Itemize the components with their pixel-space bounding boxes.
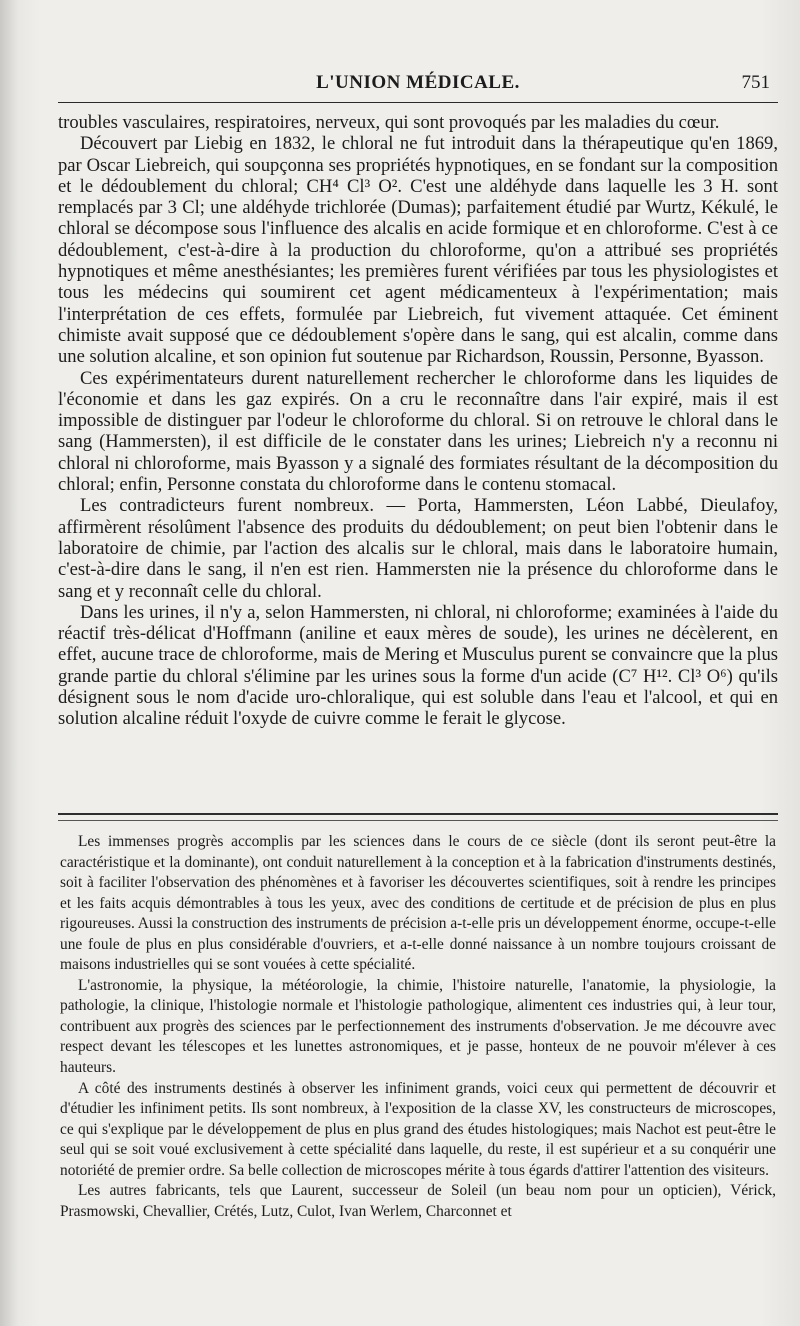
main-article-text xyxy=(58,112,778,730)
header-rule xyxy=(58,102,778,103)
page-header xyxy=(58,70,778,96)
paragraph-chloral-discovery: Découvert par Liebig en 1832, le chloral ne fut introduit dans la thérapeutique qu'en 1869, par Oscar Liebreich, qui soupçonna ses propriétés hypnotiques, en se fondant sur la composition et le dédoublement du chloral; CH⁴ Cl³ O². C'est une aldéhyde dans laquelle les 3 H. sont remplacés par 3 Cl; une aldéhyde trichlorée (Dumas); parfaitement étudié par Wurtz, Kékulé, le chloral se décompose sous l'influence des alcalis en acide formique et en chloroforme. C'est à ce dédoublement, c'est-à-dire à la production du chloroforme, qu'on a attribué ses propriétés hypnotiques et même anesthésiantes; les premières furent vérifiées par tous les physiologistes et tous les médecins qui soumirent cet agent médicamenteux à l'expérimentation; mais l'interprétation de ces effets, formulée par Liebreich, fut vivement attaquée. Cet éminent chimiste avait supposé que ce dédoublement s'opère dans le sang, qui est alcalin, comme dans une solution alcaline, et son opinion fut soutenue par Richardson, Roussin, Personne, Byasson. xyxy=(58,133,778,368)
paragraph-continuation: troubles vasculaires, respiratoires, nerveux, qui sont provoqués par les maladies du cœur. xyxy=(58,112,720,133)
feuilleton-text xyxy=(60,832,776,1222)
paragraph-contradictors: Les contradicteurs furent nombreux. — Porta, Hammersten, Léon Labbé, Dieulafoy, affirmèrent résolûment l'absence des produits du dédoublement; on peut bien l'obtenir dans le laboratoire de chimie, par l'action des alcalis sur le chloral, mais dans le laboratoire humain, c'est-à-dire dans le sang, il n'en est rien. Hammersten nie la présence du chloroforme dans le sang et y reconnaît celle du chloral. xyxy=(58,495,778,602)
page-number: 751 xyxy=(741,72,770,93)
feuilleton-paragraph-fabricants: Les autres fabricants, tels que Laurent, successeur de Soleil (un beau nom pour un opticien), Vérick, Prasmowski, Chevallier, Crétés, Lutz, Culot, Ivan Werlem, Charconnet et xyxy=(60,1182,776,1220)
feuilleton-paragraph-progress: Les immenses progrès accomplis par les sciences dans le cours de ce siècle (dont ils seront peut-être la caractéristique et la dominante), ont conduit naturellement à la conception et à la fabrication d'instruments destinés, soit à faciliter l'observation des phénomènes et à favoriser les découvertes scientifiques, soit à rendre les principes et les faits acquis démontrables à tous les yeux, avec des conditions de certitude et de précision de plus en plus rigoureuses. Aussi la construction des instruments de précision a-t-elle pris un développement énorme, occupe-t-elle une foule de plus en plus considérable d'ouvriers, et a-t-elle donné naissance à un nombre toujours croissant de maisons industrielles qui se sont vouées à cette spécialité. xyxy=(60,833,776,974)
feuilleton-paragraph-sciences: L'astronomie, la physique, la météorologie, la chimie, l'histoire naturelle, l'anatomie, la physiologie, la pathologie, la clinique, l'histologie normale et l'histologie pathologique, alimentent ces industries qui, à leur tour, contribuent aux progrès des sciences par le perfectionnement des instruments d'observation. Je me découvre avec respect devant les télescopes et les lunettes astronomiques, et je passe, honteux de ne pouvoir m'élever à ces hauteurs. xyxy=(60,976,776,1077)
feuilleton-paragraph-microscopes: A côté des instruments destinés à observer les infiniment grands, voici ceux qui permettent de découvrir et d'étudier les infiniment petits. Ils sont nombreux, à l'exposition de la classe XV, les constructeurs de microscopes, ce qui s'explique par le développement de plus en plus grand des études histologiques; mais Nachot est peut-être le seul qui se soit voué exclusivement à cette spécialité dans laquelle, du reste, il est supérieur et a su conquérir une notoriété de premier ordre. Sa belle collection de microscopes mérite à tous égards d'attirer l'attention des visiteurs. xyxy=(60,1079,776,1179)
paragraph-urines: Dans les urines, il n'y a, selon Hammersten, ni chloral, ni chloroforme; examinées à l'aide du réactif très-délicat d'Hoffmann (aniline et eaux mères de soude), les urines ne décèlerent, en effet, aucune trace de chloroforme, mais de Mering et Musculus purent se convaincre que la plus grande partie du chloral s'élimine par les urines sous la forme d'un acide (C⁷ H¹². Cl³ O⁶) qu'ils désignent sous le nom d'acide uro-chloralique, qui est soluble dans l'eau et l'alcool, et qui en solution alcaline réduit l'oxyde de cuivre comme le ferait le glycose. xyxy=(58,601,778,730)
paragraph-experimenters: Ces expérimentateurs durent naturellement rechercher le chloroforme dans les liquides de l'économie et dans les gaz expirés. On a cru le reconnaître dans l'air expiré, mais il est impossible de distinguer par l'odeur le chloroforme du chloral. Si on retrouve le chloral dans le sang (Hammersten), il est difficile de le constater dans les urines; Liebreich n'y a reconnu ni chloral ni chloroforme, mais Byasson y a signalé des formiates résultant de la décomposition du chloral; enfin, Personne constata du chloroforme dans le contenu stomacal. xyxy=(58,367,778,496)
feuilleton-separator xyxy=(58,813,778,821)
running-title: L'UNION MÉDICALE. xyxy=(316,72,520,93)
